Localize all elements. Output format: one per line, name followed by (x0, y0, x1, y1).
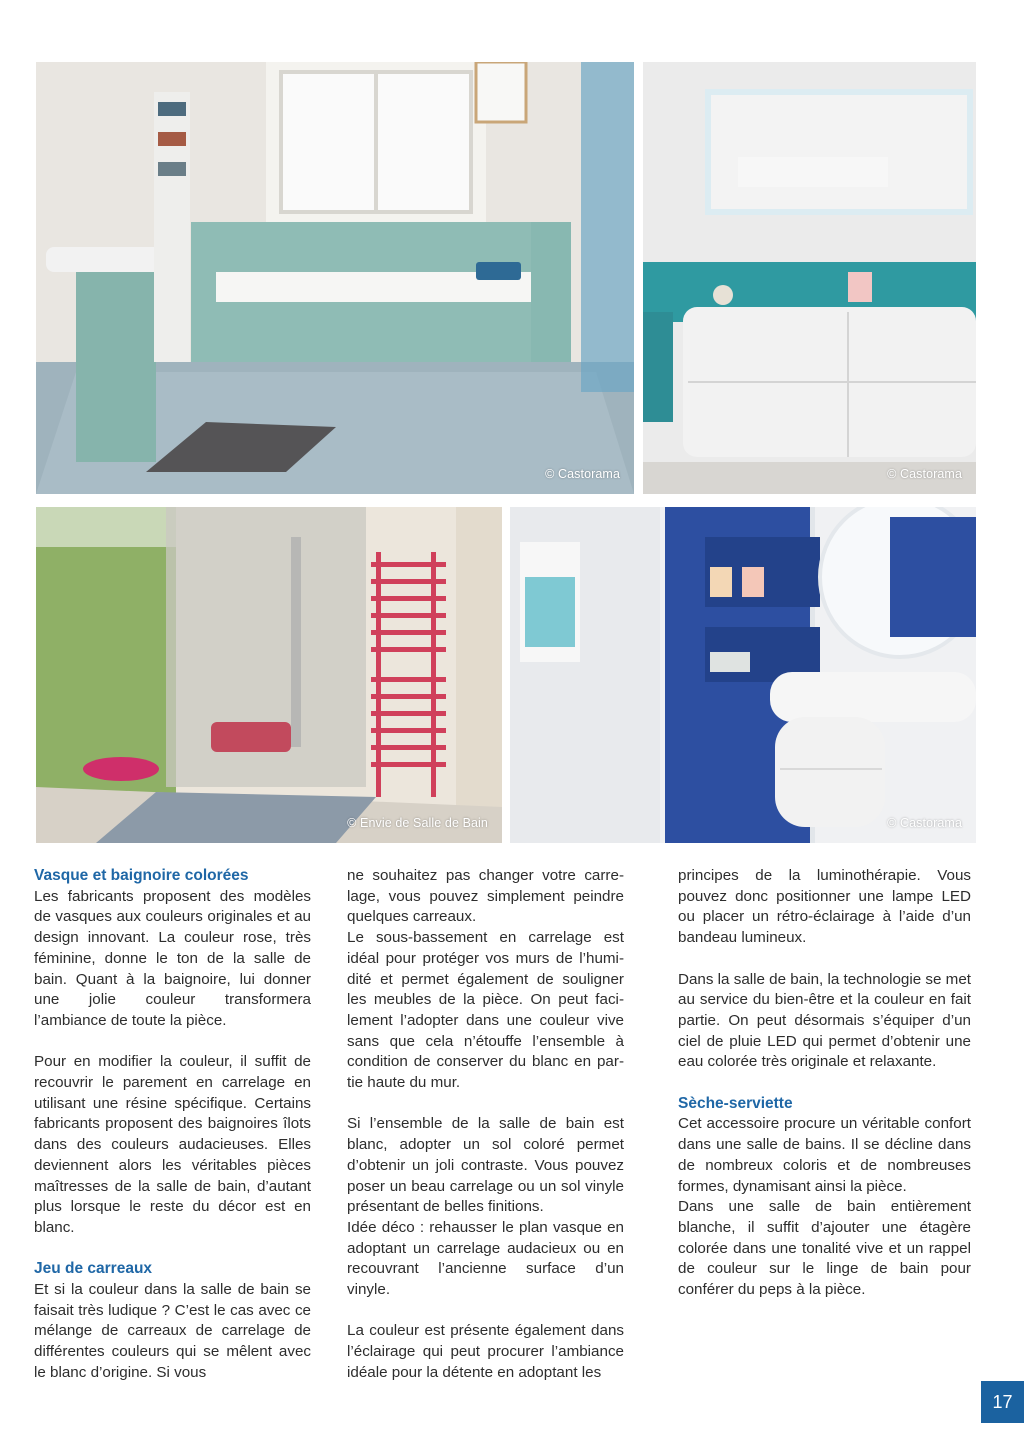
heading-vasque-baignoire: Vasque et baignoire colorées (34, 867, 249, 884)
shower-illustration (36, 507, 502, 843)
article-column-1 (34, 866, 311, 1384)
paragraph: Si l’ensemble de la salle de bain est blanc, adopter un sol coloré permet d’obtenir un joli contraste. Vous pouvez poser un beau carrelage ou un sol vinyle présentant de belles finitions. (347, 1115, 624, 1216)
photo-credit: © Castorama (887, 816, 962, 830)
paragraph: principes de la luminothérapie. Vous pouvez donc positionner une lampe LED ou placer un rétro-éclairage à l’aide d’un bandeau lumineux. (678, 867, 971, 947)
paragraph: Les fabricants proposent des modèles de vasques aux couleurs originales et au design innovant. La couleur rose, très féminine, donne le ton de la salle de bain. Quant à la baignoire, lui donner une jolie couleur transformera l’ambiance de toute la pièce. (34, 887, 311, 1029)
photo-blue-shelving (510, 507, 976, 843)
paragraph: Et si la couleur dans la salle de bain se faisait très ludique ? C’est le cas avec ce mélange de carreaux de carrelage de différentes couleurs qui se mêlent avec le blanc d’origine. Si vous (34, 1281, 311, 1381)
paragraph: Le sous-bassement en carrelage est idéal pour protéger vos murs de l’humidité et permet également de souligner les meubles de la pièce. On peut facilement l’adopter dans une couleur vive sans que cela n’étouffe l’ensemble à condition de conserver du blanc en partie haute du mur. (347, 929, 624, 1092)
bathtub-illustration (36, 62, 634, 494)
paragraph: Cet accessoire procure un véritable confort dans une salle de bains. Il se décline dans de nombreux coloris et de nombreuses formes, dynamisant ainsi la pièce. (678, 1115, 971, 1195)
paragraph: Pour en modifier la couleur, il suffit de recouvrir le parement en carrelage en utilisant une résine spécifique. Certains fabricants proposent des baignoires îlots dans des couleurs audacieuses. Elles deviennent alors les véritables pièces maîtresses de la salle de bain, d’autant plus lorsque le reste du décor est en blanc. (34, 1053, 311, 1236)
photo-double-vanity (643, 62, 976, 494)
shelving-illustration (510, 507, 976, 843)
photo-shower-radiator (36, 507, 502, 843)
photo-bathtub (36, 62, 634, 494)
paragraph: La couleur est présente également dans l’éclairage qui peut procurer l’ambiance idéale pour la détente en adoptant les (347, 1322, 624, 1381)
heading-jeu-de-carreaux: Jeu de carreaux (34, 1260, 153, 1278)
paragraph: Idée déco : rehausser le plan vasque en adoptant un carrelage audacieux ou en recouvrant l’ancienne surface d’un vinyle. (347, 1218, 624, 1299)
paragraph: Dans la salle de bain, la technologie se met au service du bien-être et la couleur en fait partie. On peut désormais s’équiper d’un ciel de pluie LED qui permet d’obtenir une eau colorée très originale et relaxante. (678, 970, 971, 1071)
photo-credit: © Envie de Salle de Bain (347, 816, 488, 830)
heading-seche-serviette: Sèche-serviette (678, 1094, 793, 1112)
photo-credit: © Castorama (545, 467, 620, 481)
vanity-illustration (643, 62, 976, 494)
page-number-badge: 17 (981, 1381, 1024, 1423)
article-column-3 (678, 866, 971, 1301)
photo-credit: © Castorama (887, 467, 962, 481)
paragraph: Dans une salle de bain entièrement blanche, il suffit d’ajouter une étagère colorée dans une tonalité vive et un rappel de couleur sur le linge de bain pour conférer du peps à la pièce. (678, 1198, 971, 1299)
article-column-2 (347, 866, 624, 1384)
paragraph: ne souhaitez pas changer votre carrelage, vous pouvez simplement peindre quelques carreaux. (347, 867, 624, 926)
